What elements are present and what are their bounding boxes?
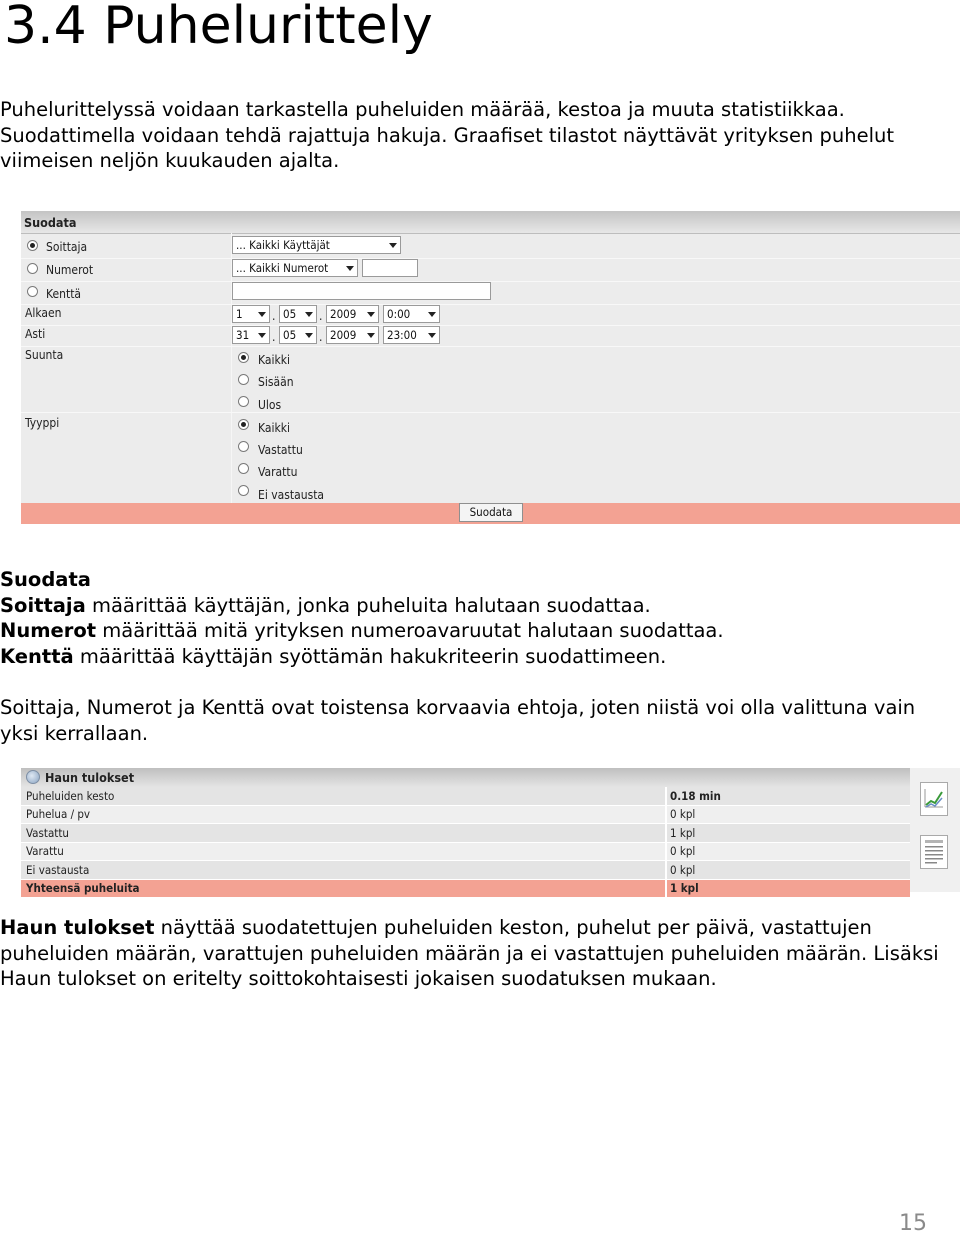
direction-radio-in[interactable] xyxy=(238,374,249,385)
numbers-radio[interactable] xyxy=(27,263,38,274)
direction-label: Suunta xyxy=(25,348,64,362)
row-separator xyxy=(21,304,960,305)
field-term: Kenttä xyxy=(0,644,74,668)
chevron-down-icon xyxy=(258,333,266,338)
row-label: Ei vastausta xyxy=(21,861,666,880)
date-dot: . xyxy=(319,309,323,323)
total-label: Yhteensä puheluita xyxy=(21,879,666,898)
results-description xyxy=(0,915,958,992)
results-panel xyxy=(21,768,960,896)
direction-radio-all[interactable] xyxy=(238,352,249,363)
intro-paragraph: Puhelurittelyssä voidaan tarkastella puheluiden määrää, kestoa ja muuta statistiikkaa. Suodattimella voidaan tehdä rajattuja hakuja. Graafiset tilastot näyttävät yrityksen puhelut viimeisen neljön kuukauden ajalta. xyxy=(0,98,895,172)
type-radio-busy[interactable] xyxy=(238,463,249,474)
results-header-title: Haun tulokset xyxy=(45,770,135,785)
from-day-value: 1 xyxy=(236,307,243,321)
field-label: Kenttä xyxy=(46,287,82,301)
chevron-down-icon xyxy=(305,333,313,338)
from-label: Alkaen xyxy=(25,306,62,320)
from-month-select[interactable] xyxy=(279,305,317,323)
caller-definition: määrittää käyttäjän, jonka puheluita halutaan suodattaa. xyxy=(85,593,651,617)
caller-term: Soittaja xyxy=(0,593,86,617)
to-label: Asti xyxy=(25,327,46,341)
chevron-down-icon xyxy=(428,312,436,317)
page-number: 15 xyxy=(899,1211,927,1236)
field-text-input[interactable] xyxy=(232,282,491,300)
chevron-down-icon xyxy=(346,266,354,271)
row-value: 0 kpl xyxy=(666,842,910,861)
row-label: Puhelua / pv xyxy=(21,805,666,824)
filter-heading: Suodata xyxy=(0,568,91,591)
from-time-value: 0:00 xyxy=(387,307,411,321)
from-month-value: 05 xyxy=(283,307,297,321)
date-dot: . xyxy=(319,330,323,344)
chevron-down-icon xyxy=(258,312,266,317)
from-day-select[interactable] xyxy=(232,305,270,323)
type-option-label: Varattu xyxy=(258,465,298,479)
graph-icon-shape xyxy=(921,783,947,815)
type-radio-no-answer[interactable] xyxy=(238,485,249,496)
filter-header xyxy=(21,211,960,234)
page-title: 3.4 Puhelurittely xyxy=(4,0,433,56)
row-label: Vastattu xyxy=(21,824,666,843)
to-day-value: 31 xyxy=(236,328,250,342)
to-time-value: 23:00 xyxy=(387,328,417,342)
chevron-down-icon xyxy=(389,243,397,248)
type-option-label: Ei vastausta xyxy=(258,488,325,502)
to-year-value: 2009 xyxy=(330,328,357,342)
table-row xyxy=(21,787,910,805)
date-dot: . xyxy=(272,330,276,344)
exclusive-note-text: Soittaja, Numerot ja Kenttä ovat toistensa korvaavia ehtoja, joten niistä voi olla valittuna vain yksi kerrallaan. xyxy=(0,696,916,745)
chevron-down-icon xyxy=(305,312,313,317)
row-value: 0.18 min xyxy=(666,787,910,805)
table-row xyxy=(21,842,910,861)
row-separator xyxy=(21,412,960,413)
numbers-select-value: ... Kaikki Numerot xyxy=(236,261,329,275)
direction-option-label: Ulos xyxy=(258,398,282,412)
report-icon[interactable] xyxy=(920,835,948,869)
caller-select[interactable] xyxy=(232,236,401,254)
row-separator xyxy=(21,258,960,259)
results-side-tools xyxy=(910,768,960,892)
chevron-down-icon xyxy=(367,333,375,338)
type-option-label: Vastattu xyxy=(258,443,303,457)
caller-select-value: ... Kaikki Käyttäjät xyxy=(236,238,330,252)
from-year-value: 2009 xyxy=(330,307,357,321)
direction-radio-out[interactable] xyxy=(238,396,249,407)
row-value: 1 kpl xyxy=(666,824,910,843)
chevron-down-icon xyxy=(367,312,375,317)
table-row xyxy=(21,805,910,824)
numbers-term: Numerot xyxy=(0,619,97,642)
row-value: 0 kpl xyxy=(666,805,910,824)
filter-header-title: Suodata xyxy=(24,215,77,230)
total-value: 1 kpl xyxy=(666,879,910,898)
direction-option-label: Sisään xyxy=(258,375,294,389)
to-day-select[interactable] xyxy=(232,326,270,344)
row-label: Varattu xyxy=(21,842,666,861)
type-label: Tyyppi xyxy=(25,416,60,430)
to-time-select[interactable] xyxy=(383,326,440,344)
field-radio[interactable] xyxy=(27,286,38,297)
row-label: Puheluiden kesto xyxy=(21,787,666,805)
numbers-text-input[interactable] xyxy=(362,259,418,277)
type-radio-answered[interactable] xyxy=(238,441,249,452)
filter-panel xyxy=(21,211,960,524)
table-row xyxy=(21,861,910,880)
type-option-label: Kaikki xyxy=(258,421,290,435)
to-year-select[interactable] xyxy=(326,326,379,344)
type-radio-all[interactable] xyxy=(238,419,249,430)
total-row xyxy=(21,879,910,898)
to-month-select[interactable] xyxy=(279,326,317,344)
caller-label: Soittaja xyxy=(46,240,88,254)
field-definition: määrittää käyttäjän syöttämän hakukriteerin suodattimeen. xyxy=(73,644,667,668)
from-time-select[interactable] xyxy=(383,305,440,323)
row-separator xyxy=(21,346,960,347)
report-icon-shape xyxy=(921,836,947,868)
numbers-select[interactable] xyxy=(232,259,358,277)
numbers-definition: määrittää mitä yrityksen numeroavaruutat halutaan suodattaa. xyxy=(96,619,724,642)
results-definition: näyttää suodatettujen puheluiden keston, puhelut per päivä, vastattujen puheluiden määrän, varattujen puheluiden määrän ja ei vastattujen puheluiden määrän. Lisäksi Haun tulokset on eritelty soittokohtaisesti jokaisen suodatuksen mukaan. xyxy=(0,916,939,990)
chevron-down-icon xyxy=(428,333,436,338)
table-row xyxy=(21,824,910,843)
row-separator xyxy=(21,325,960,326)
exclusive-note xyxy=(0,695,958,746)
to-month-value: 05 xyxy=(283,328,297,342)
direction-option-label: Kaikki xyxy=(258,353,290,367)
numbers-label: Numerot xyxy=(46,263,94,277)
globe-icon xyxy=(26,770,40,784)
filter-submit-button[interactable]: Suodata xyxy=(459,503,523,522)
graph-icon[interactable] xyxy=(920,782,948,816)
results-table xyxy=(21,787,910,898)
results-term: Haun tulokset xyxy=(0,916,155,939)
caller-radio[interactable] xyxy=(27,240,38,251)
row-value: 0 kpl xyxy=(666,861,910,880)
results-header xyxy=(21,768,910,787)
date-dot: . xyxy=(272,309,276,323)
from-year-select[interactable] xyxy=(326,305,379,323)
filter-description xyxy=(0,567,958,669)
